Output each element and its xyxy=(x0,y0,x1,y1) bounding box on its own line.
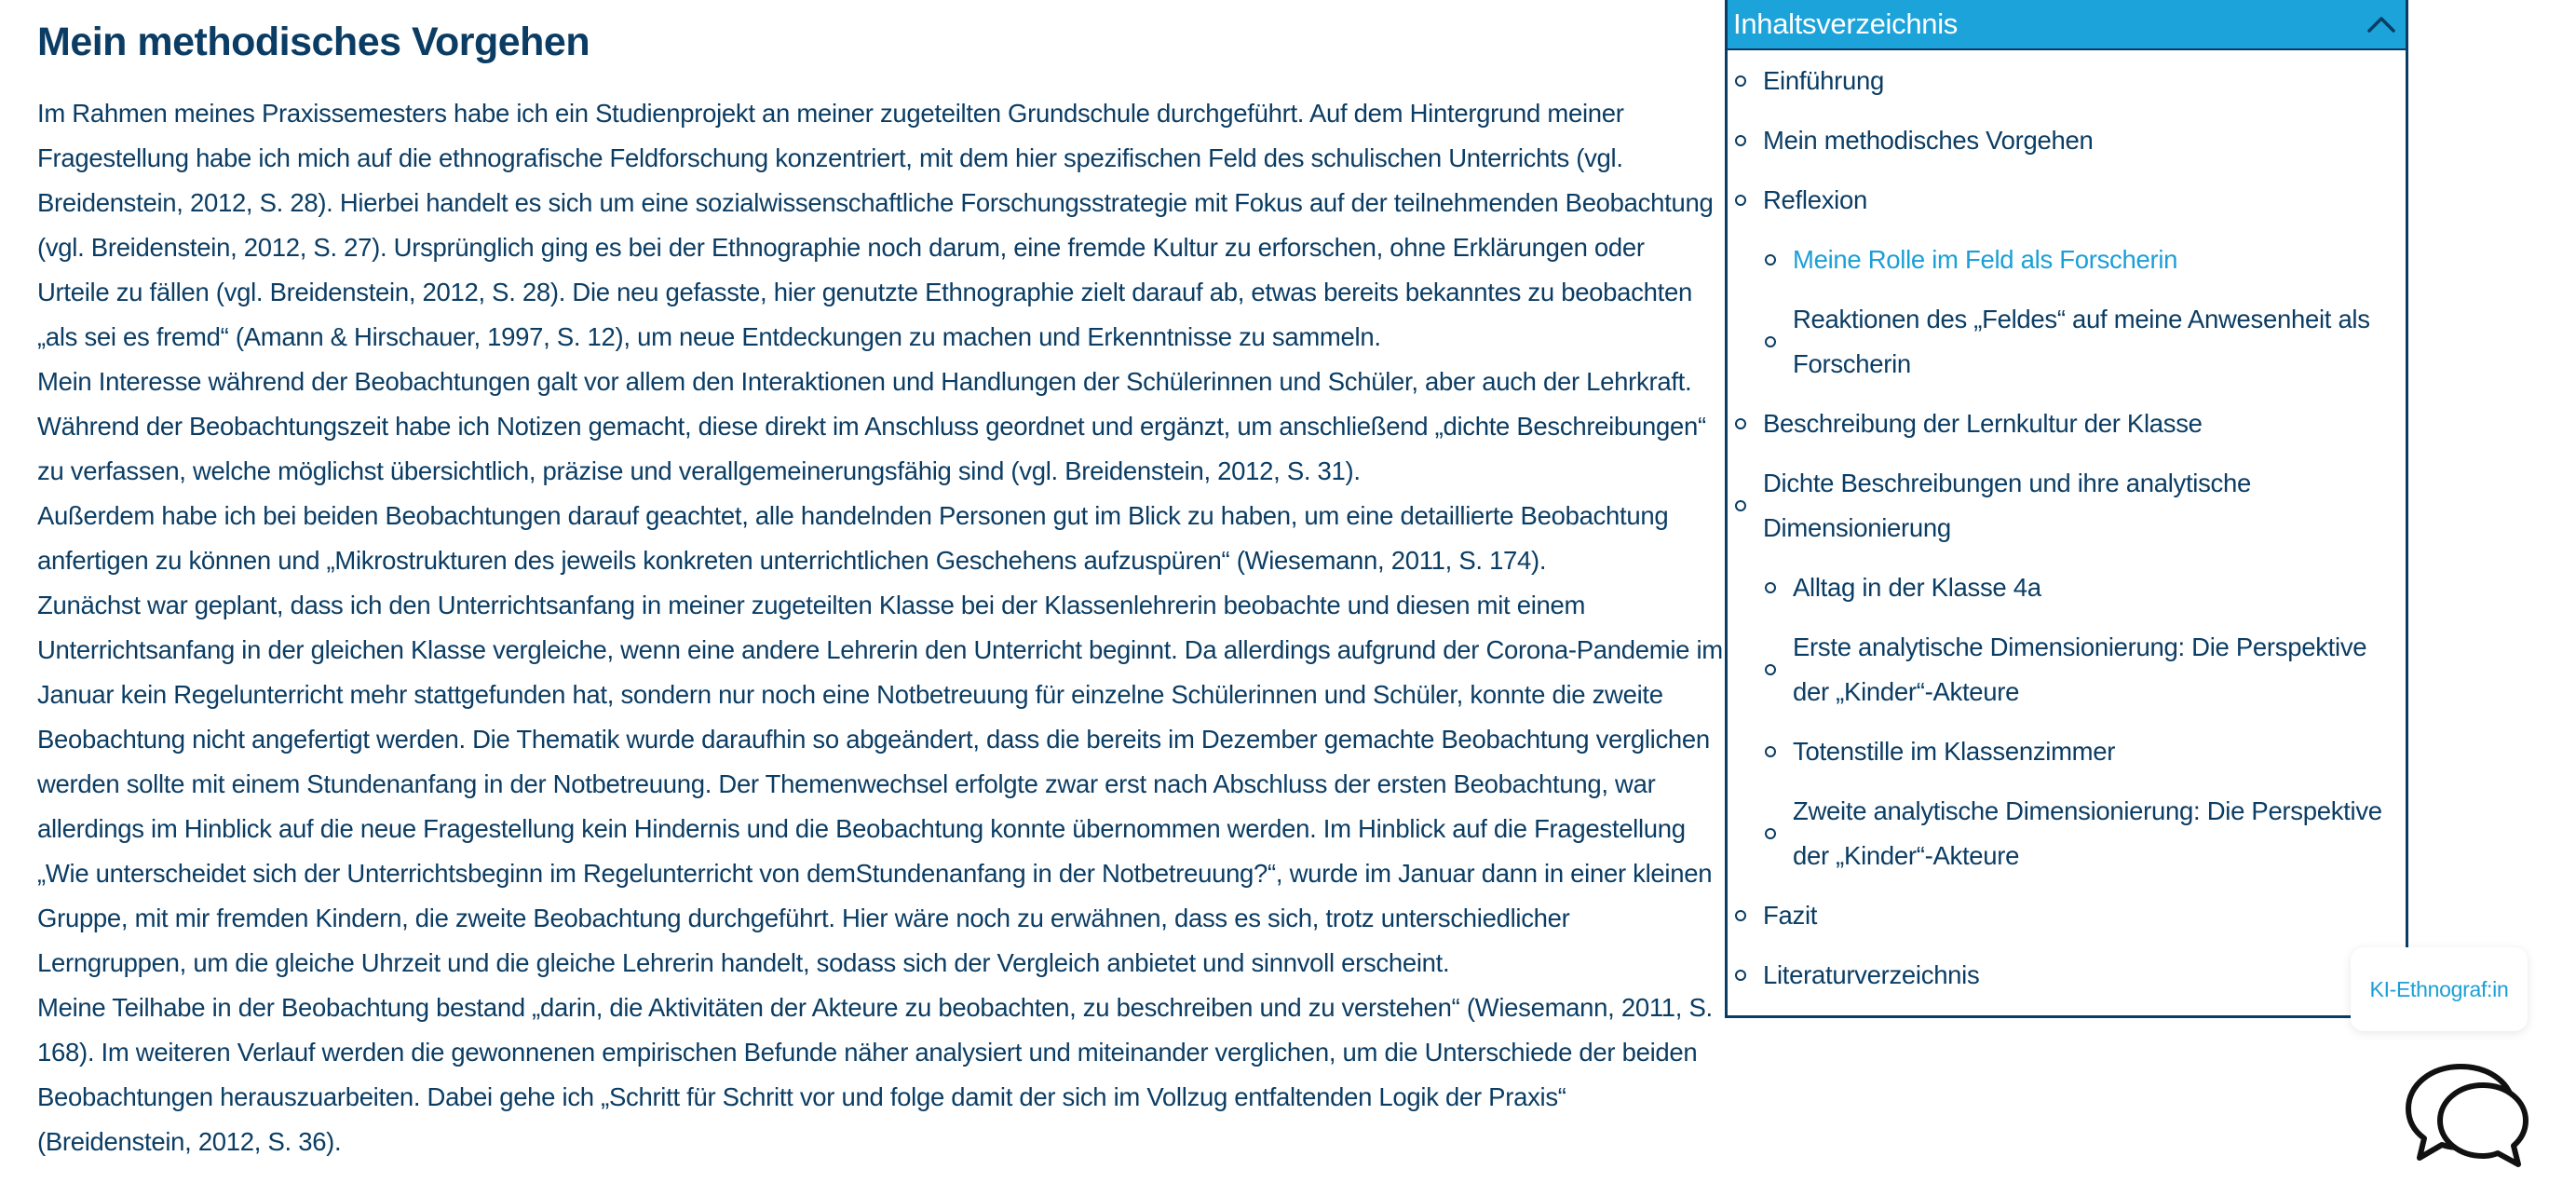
paragraph: Im Rahmen meines Praxissemesters habe ich ein Studienprojekt an meiner zugeteilten Grundschule durchgeführt. Auf dem Hintergrund meiner Fragestellung habe ich mich auf die ethnografische Feldforschung konzentriert, mit dem hier spezifischen Feld des schulischen Unterrichts (vgl. Breidenstein, 2012, S. 28). Hierbei handelt es sich um eine sozialwissenschaftliche Forschungsstrategie mit Fokus auf der teilnehmenden Beobachtung (vgl. Breidenstein, 2012, S. 27). Ursprünglich ging es bei der Ethnographie noch darum, eine fremde Kultur zu erforschen, ohne Erklärungen oder Urteile zu fällen (vgl. Breidenstein, 2012, S. 28). Die neu gefasste, hier genutzte Ethnographie zielt darauf ab, etwas bereits bekanntes zu beobachten „als sei es fremd“ (Amann & Hirschauer, 1997, S. 12), um neue Entdeckungen zu machen und Erkenntnisse zu sammeln. xyxy=(37,99,1714,351)
toc-item-label: Beschreibung der Lernkultur der Klasse xyxy=(1763,409,2203,438)
bullet-icon xyxy=(1735,195,1746,206)
bullet-icon xyxy=(1765,664,1776,675)
toc-item-label: Reflexion xyxy=(1763,185,1867,214)
assistant-badge-label: KI-Ethnograf:in xyxy=(2369,976,2509,1001)
toc-item-reaktionen-des-feldes[interactable] xyxy=(1728,290,2406,394)
article-body xyxy=(37,91,1723,1164)
toc-title: Inhaltsverzeichnis xyxy=(1733,7,1958,40)
page-title: Mein methodisches Vorgehen xyxy=(37,20,590,64)
toc-item-methodisches-vorgehen[interactable] xyxy=(1728,111,2406,170)
toc-item-label: Mein methodisches Vorgehen xyxy=(1763,126,2094,155)
toc-item-label: Dichte Beschreibungen und ihre analytische Dimensionierung xyxy=(1763,469,2251,542)
toc-header[interactable] xyxy=(1728,0,2406,50)
toc-item-label: Zweite analytische Dimensionierung: Die Perspektive der „Kinder“-Akteure xyxy=(1793,796,2382,870)
toc-item-totenstille[interactable] xyxy=(1728,722,2406,782)
bullet-icon xyxy=(1765,828,1776,839)
toc-item-label: Erste analytische Dimensionierung: Die Perspektive der „Kinder“-Akteure xyxy=(1793,632,2367,706)
chevron-up-icon[interactable] xyxy=(2363,6,2400,43)
toc-list xyxy=(1728,51,2406,1005)
bullet-icon xyxy=(1765,746,1776,757)
bullet-icon xyxy=(1735,135,1746,146)
toc-item-einfuehrung[interactable] xyxy=(1728,51,2406,111)
toc-item-lernkultur[interactable] xyxy=(1728,394,2406,454)
paragraph: Zunächst war geplant, dass ich den Unterrichtsanfang in meiner zugeteilten Klasse bei der Klassenlehrerin beobachte und diesen mit einem Unterrichtsanfang in der gleichen Klasse vergleiche, wenn eine andere Lehrerin den Unterricht beginnt. Da allerdings aufgrund der Corona-Pandemie im Januar kein Regelunterricht mehr stattgefunden hat, sondern nur noch eine Notbetreuung für einzelne Schülerinnen und Schüler, konnte die zweite Beobachtung nicht angefertigt werden. Die Thematik wurde daraufhin so abgeändert, dass die bereits im Dezember gemachte Beobachtung verglichen werden sollte mit einem Stundenanfang in der Notbetreuung. Der Themenwechsel erfolgte zwar erst nach Abschluss der ersten Beobachtung, war allerdings im Hinblick auf die neue Fragestellung kein Hindernis und die Beobachtung konnte übernommen werden. Im Hinblick auf die Fragestellung „Wie unterscheidet sich der Unterrichtsbeginn im Regelunterricht von demStundenanfang in der Notbetreuung?“, wurde im Januar dann in einer kleinen Gruppe, mit mir fremden Kindern, die zweite Beobachtung durchgeführt. Hier wäre noch zu erwähnen, dass es sich, trotz unterschiedlicher Lerngruppen, um die gleiche Uhrzeit und die gleiche Lehrerin handelt, sodass sich der Vergleich anbietet und sinnvoll erscheint. xyxy=(37,591,1723,977)
toc-item-zweite-dimensionierung[interactable] xyxy=(1728,782,2406,886)
toc-item-dichte-beschreibungen[interactable] xyxy=(1728,454,2406,558)
toc-item-literaturverzeichnis[interactable] xyxy=(1728,945,2406,1005)
toc-item-label: Totenstille im Klassenzimmer xyxy=(1793,737,2116,766)
bullet-icon xyxy=(1765,336,1776,347)
bullet-icon xyxy=(1735,418,1746,429)
toc-item-label: Fazit xyxy=(1763,901,1818,930)
bullet-icon xyxy=(1735,970,1746,981)
bullet-icon xyxy=(1735,500,1746,511)
toc-item-erste-dimensionierung[interactable] xyxy=(1728,618,2406,722)
toc-item-label: Literaturverzeichnis xyxy=(1763,960,1980,989)
bullet-icon xyxy=(1735,75,1746,87)
toc-item-alltag-klasse-4a[interactable] xyxy=(1728,558,2406,618)
table-of-contents xyxy=(1725,0,2408,1018)
toc-item-label: Alltag in der Klasse 4a xyxy=(1793,573,2041,602)
assistant-badge[interactable] xyxy=(2351,947,2528,1031)
toc-item-label: Meine Rolle im Feld als Forscherin xyxy=(1793,245,2178,274)
chat-bubbles-icon[interactable] xyxy=(2403,1057,2531,1169)
article xyxy=(37,0,1723,1164)
toc-item-label: Einführung xyxy=(1763,66,1885,95)
toc-item-label: Reaktionen des „Feldes“ auf meine Anwesenheit als Forscherin xyxy=(1793,305,2370,378)
toc-item-reflexion[interactable] xyxy=(1728,170,2406,230)
bullet-icon xyxy=(1765,254,1776,265)
toc-item-fazit[interactable] xyxy=(1728,886,2406,945)
paragraph: Mein Interesse während der Beobachtungen galt vor allem den Interaktionen und Handlungen der Schülerinnen und Schüler, aber auch der Lehrkraft. Während der Beobachtungszeit habe ich Notizen gemacht, diese direkt im Anschluss geordnet und ergänzt, um anschließend „dichte Beschreibungen“ zu verfassen, welche möglichst übersichtlich, präzise und verallgemeinerungsfähig sind (vgl. Breidenstein, 2012, S. 31). xyxy=(37,367,1706,485)
bullet-icon xyxy=(1735,910,1746,921)
paragraph: Außerdem habe ich bei beiden Beobachtungen darauf geachtet, alle handelnden Personen gut im Blick zu haben, um eine detaillierte Beobachtung anfertigen zu können und „Mikrostrukturen des jeweils konkreten unterrichtlichen Geschehens aufzuspüren“ (Wiesemann, 2011, S. 174). xyxy=(37,501,1669,575)
paragraph: Meine Teilhabe in der Beobachtung bestand „darin, die Aktivitäten der Akteure zu beobachten, zu beschreiben und zu verstehen“ (Wiesemann, 2011, S. 168). Im weiteren Verlauf werden die gewonnenen empirischen Befunde näher analysiert und miteinander verglichen, um die Unterschiede der beiden Beobachtungen herauszuarbeiten. Dabei gehe ich „Schritt für Schritt vor und folge damit der sich im Vollzug entfaltenden Logik der Praxis“ (Breidenstein, 2012, S. 36). xyxy=(37,993,1713,1156)
toc-item-rolle-im-feld[interactable] xyxy=(1728,230,2406,290)
bullet-icon xyxy=(1765,582,1776,593)
